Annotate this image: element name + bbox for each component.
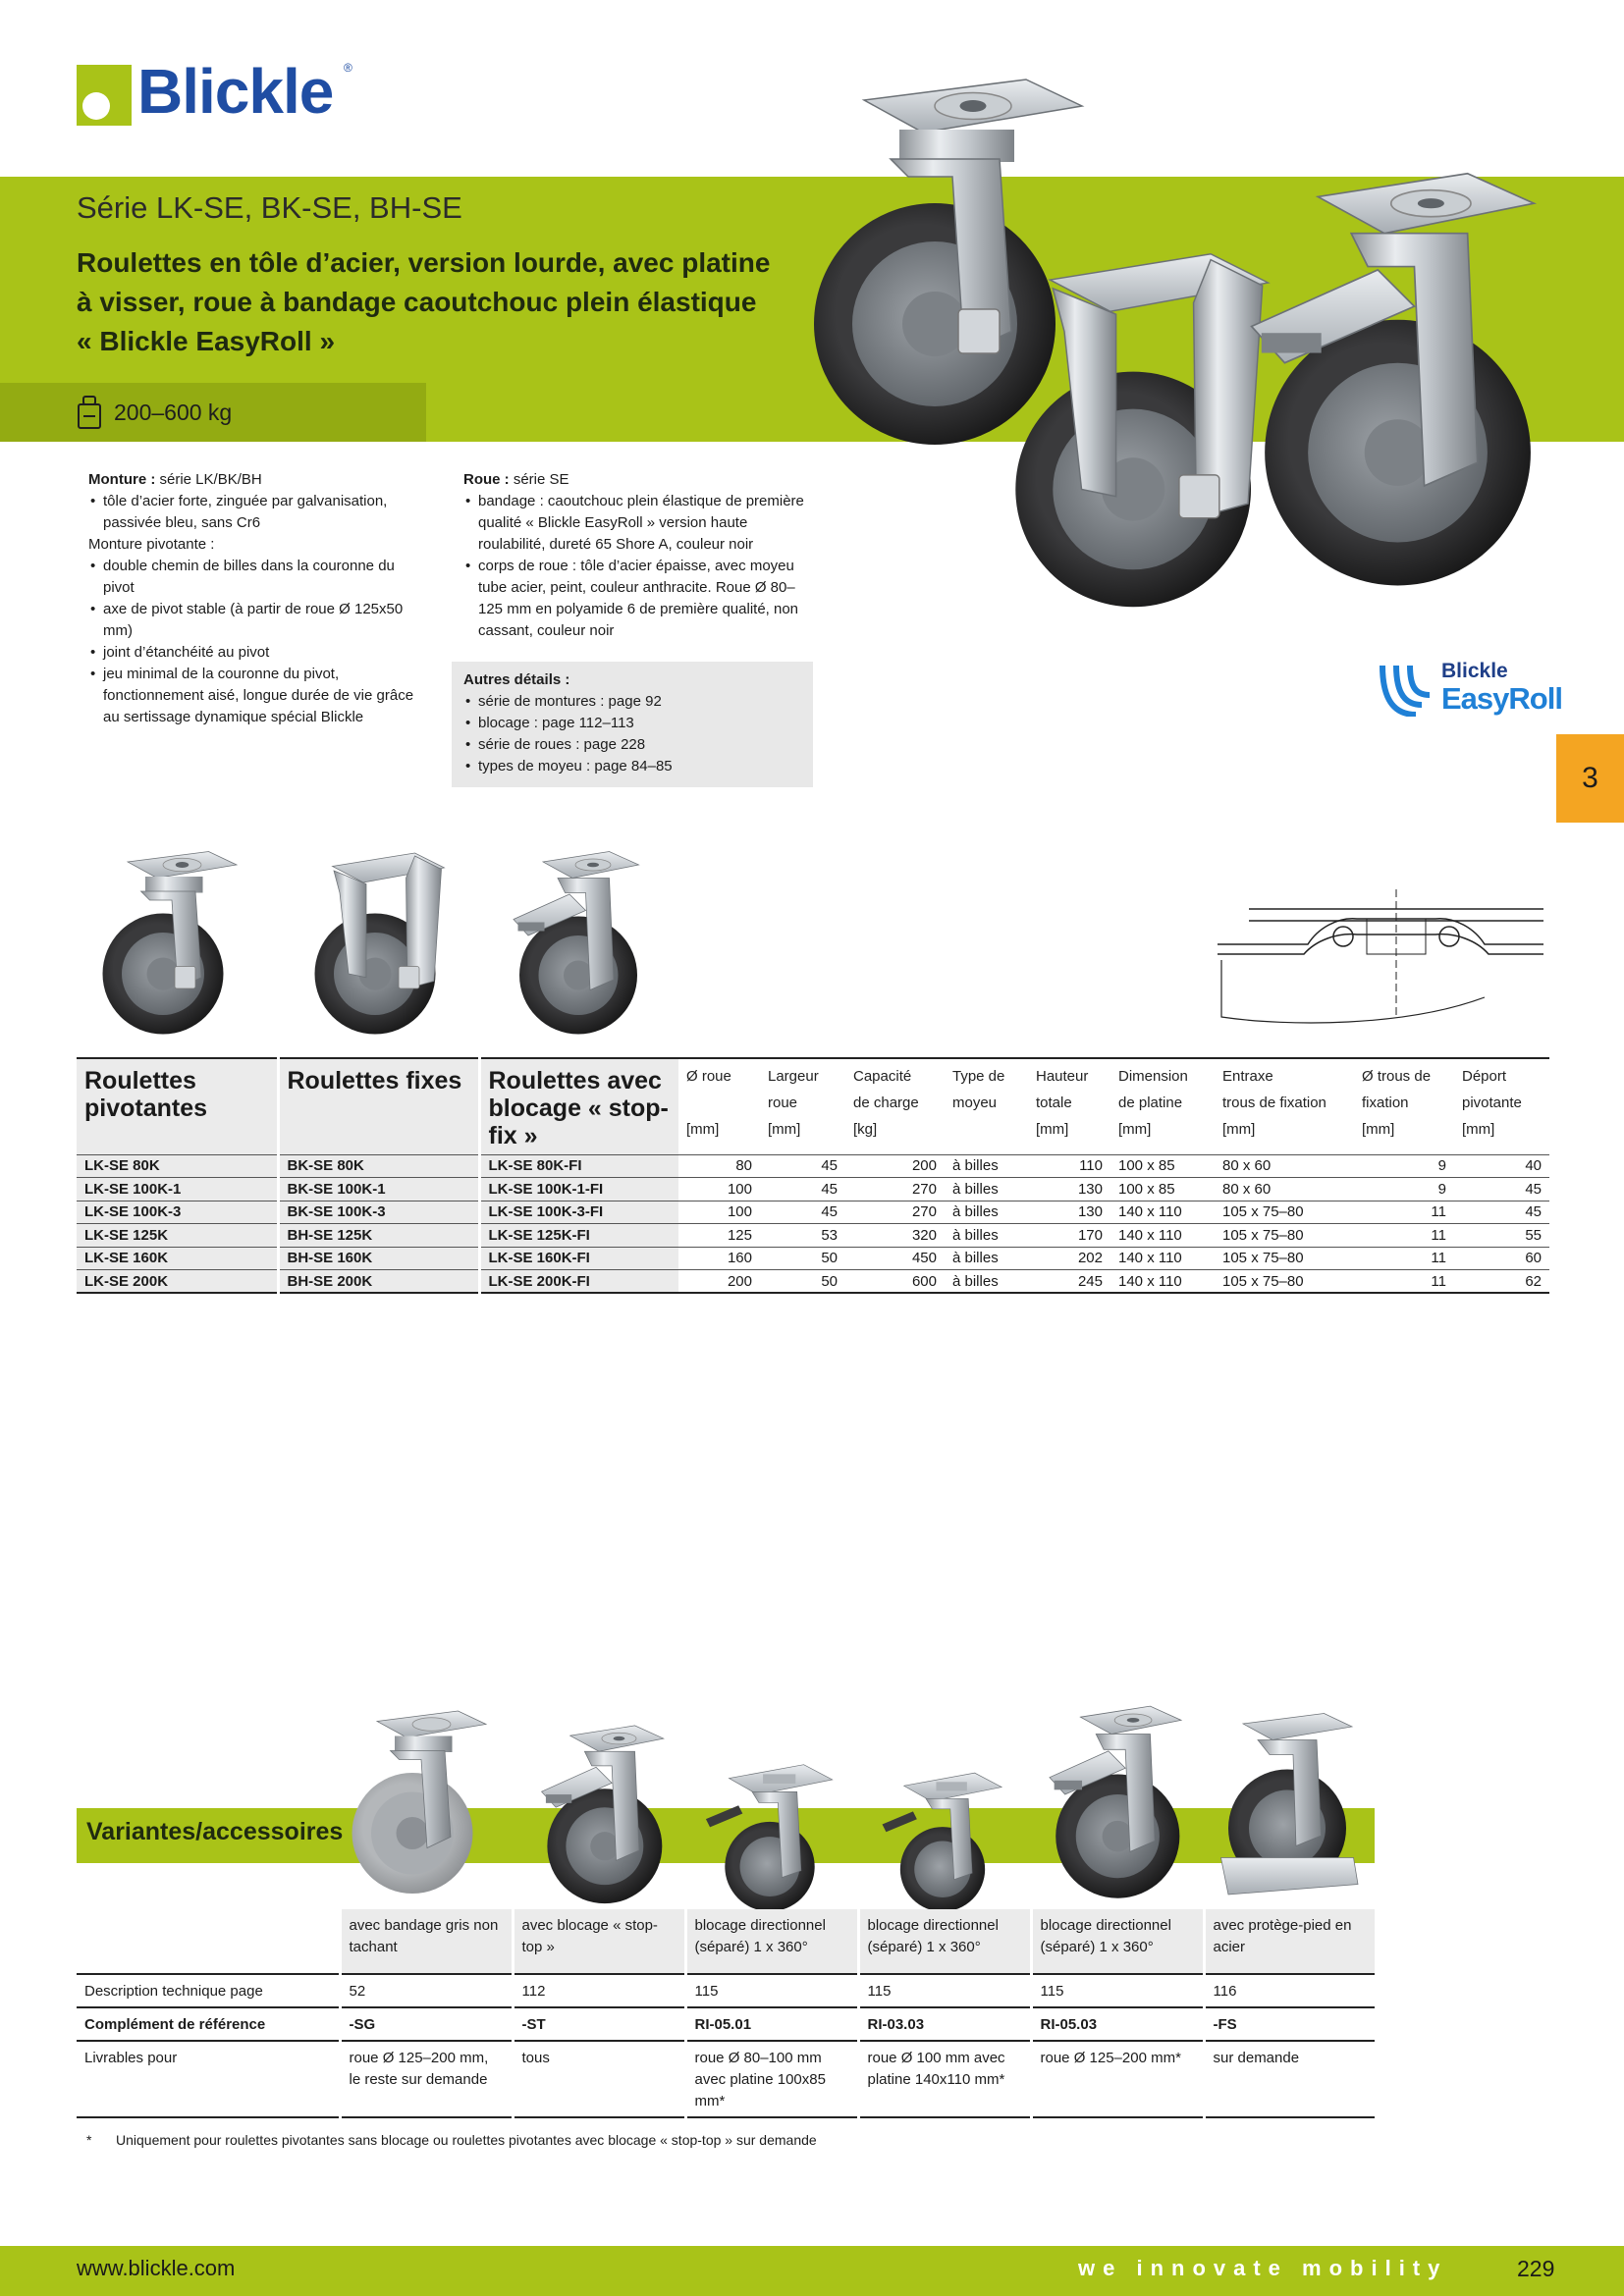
weight-icon — [77, 395, 102, 430]
frame-description — [88, 469, 422, 728]
website-link[interactable]: www.blickle.com — [77, 2256, 236, 2280]
monture-list — [88, 491, 422, 534]
product-subtitle — [77, 243, 803, 361]
subtitle-line: à visser, roue à bandage caoutchouc plein élastique — [77, 287, 757, 317]
series-title: Série LK-SE, BK-SE, BH-SE — [77, 190, 462, 225]
variant-directional-lock-3-image — [1033, 1703, 1190, 1904]
details-list — [463, 691, 813, 777]
swivel-caster-thumbnail — [98, 846, 245, 1042]
row-label: Livrables pour — [77, 2041, 340, 2117]
monture-label: Monture : — [88, 471, 156, 488]
column-header-overall-height: Hauteur totale [mm] — [1036, 1068, 1089, 1138]
list-item: • bandage : caoutchouc plein élastique de première qualité « Blickle EasyRoll » version haute roulabilité, dureté 65 Shore A, couleur noir — [463, 491, 817, 556]
pivot-label: Monture pivotante : — [88, 536, 215, 553]
variants-header-row — [77, 1909, 1375, 1974]
list-item: • tôle d’acier forte, zinguée par galvanisation, passivée bleu, sans Cr6 — [88, 491, 422, 534]
variant-grey-tyre-image — [348, 1703, 495, 1904]
variant-header: avec protège-pied en acier — [1204, 1909, 1375, 1974]
variant-directional-lock-1-image — [683, 1737, 856, 1914]
wheel-description — [463, 469, 817, 642]
column-header-bolt-hole-diameter: Ø trous de fixation [mm] — [1362, 1068, 1432, 1138]
variant-header: avec bandage gris non tachant — [340, 1909, 513, 1974]
column-header-wheel-diameter: Ø roue [mm] — [686, 1068, 731, 1138]
list-item: • axe de pivot stable (à partir de roue Ø 125x50 mm) — [88, 599, 422, 642]
table-row: LK-SE 100K-1 BK-SE 100K-1 LK-SE 100K-1-FI 100 45 270 à billes 130 100 x 85 80 x 60 9 45 — [77, 1178, 1549, 1201]
subtitle-line: Roulettes en tôle d’acier, version lourde, avec platine — [77, 247, 771, 278]
brake-caster-image — [1218, 167, 1551, 599]
footnote-text: Uniquement pour roulettes pivotantes sans blocage ou roulettes pivotantes avec blocage « stop-top » sur demande — [116, 2132, 817, 2148]
list-item: • blocage : page 112–113 — [463, 713, 813, 734]
brand-name: Blickle — [137, 56, 334, 127]
column-header-hub-type: Type de moyeu — [952, 1068, 1005, 1111]
easyroll-name: EasyRoll — [1441, 681, 1562, 716]
slogan: we innovate mobility — [1078, 2256, 1448, 2280]
pivot-list — [88, 556, 422, 728]
monture-value: série LK/BK/BH — [159, 471, 262, 488]
variant-header: blocage directionnel (séparé) 1 x 360° — [1031, 1909, 1204, 1974]
list-item: • corps de roue : tôle d’acier épaisse, avec moyeu tube acier, peint, couleur anthracite. Roue Ø 80–125 mm en polyamide 6 de première qualité, non cassant, couleur noir — [463, 556, 817, 642]
variants-title: Variantes/accessoires — [86, 1818, 344, 1845]
registered-mark: ® — [344, 61, 352, 75]
variant-stop-top-image — [520, 1723, 677, 1909]
brand-logo[interactable] — [77, 56, 361, 132]
blickle-logo-icon — [77, 65, 132, 126]
variant-header: avec blocage « stop-top » — [513, 1909, 685, 1974]
cross-section-drawing — [1210, 889, 1549, 1042]
column-header-plate-dimension: Dimension de platine [mm] — [1118, 1068, 1188, 1138]
list-item: • série de roues : page 228 — [463, 734, 813, 756]
details-label: Autres détails : — [463, 671, 570, 688]
brake-caster-thumbnail — [499, 846, 646, 1042]
table-row: Complément de référence -SG -ST RI-05.01 RI-03.03 RI-05.03 -FS — [77, 2007, 1375, 2041]
table-header-row — [77, 1058, 1549, 1154]
column-header-stopfix: Roulettes avec blocage « stop-fix » — [479, 1058, 678, 1154]
table-row: LK-SE 160K BH-SE 160K LK-SE 160K-FI 160 50 450 à billes 202 140 x 110 105 x 75–80 11 60 — [77, 1247, 1549, 1270]
column-header-bolt-spacing: Entraxe trous de fixation [mm] — [1222, 1068, 1326, 1138]
roue-label: Roue : — [463, 471, 510, 488]
row-label: Description technique page — [77, 1974, 340, 2007]
list-item: • jeu minimal de la couronne du pivot, fonctionnement aisé, longue durée de vie grâce au sertissage dynamique spécial Blickle — [88, 664, 422, 728]
roue-value: série SE — [513, 471, 569, 488]
list-item: • série de montures : page 92 — [463, 691, 813, 713]
list-item: • joint d’étanchéité au pivot — [88, 642, 422, 664]
footnote-mark: * — [86, 2132, 92, 2148]
roue-list — [463, 491, 817, 642]
chapter-tab[interactable]: 3 — [1556, 734, 1624, 823]
specification-table — [77, 1057, 1549, 1294]
variant-directional-lock-2-image — [856, 1747, 1029, 1914]
table-row: Livrables pour roue Ø 125–200 mm, le reste sur demande tous roue Ø 80–100 mm avec platine 100x85 mm* roue Ø 100 mm avec platine 140x110 mm* roue Ø 125–200 mm* sur demande — [77, 2041, 1375, 2117]
row-label: Complément de référence — [77, 2007, 340, 2041]
easyroll-brand: Blickle — [1441, 660, 1508, 682]
column-header-swivel: Roulettes pivotantes — [77, 1058, 278, 1154]
other-details-box — [452, 662, 813, 787]
load-range: 200–600 kg — [114, 399, 233, 425]
easyroll-icon — [1377, 664, 1435, 717]
variant-header: blocage directionnel (séparé) 1 x 360° — [685, 1909, 858, 1974]
column-header-swivel-offset: Déport pivotante [mm] — [1462, 1068, 1522, 1138]
table-row: LK-SE 80K BK-SE 80K LK-SE 80K-FI 80 45 200 à billes 110 100 x 85 80 x 60 9 40 — [77, 1154, 1549, 1178]
column-header-wheel-width: Largeur roue [mm] — [768, 1068, 819, 1138]
subtitle-line: « Blickle EasyRoll » — [77, 326, 336, 356]
load-capacity — [77, 395, 232, 430]
table-row: Description technique page 52 112 115 115 115 116 — [77, 1974, 1375, 2007]
table-row: LK-SE 100K-3 BK-SE 100K-3 LK-SE 100K-3-FI 100 45 270 à billes 130 140 x 110 105 x 75–80 11 45 — [77, 1201, 1549, 1224]
column-header-load-capacity: Capacité de charge [kg] — [853, 1068, 919, 1138]
variant-header: blocage directionnel (séparé) 1 x 360° — [858, 1909, 1031, 1974]
variant-foot-guard-image — [1214, 1708, 1361, 1904]
easyroll-logo — [1377, 660, 1562, 721]
list-item: • types de moyeu : page 84–85 — [463, 756, 813, 777]
list-item: • double chemin de billes dans la couronne du pivot — [88, 556, 422, 599]
table-row: LK-SE 200K BH-SE 200K LK-SE 200K-FI 200 50 600 à billes 245 140 x 110 105 x 75–80 11 62 — [77, 1270, 1549, 1294]
page-number: 229 — [1517, 2256, 1555, 2281]
footnote — [86, 2132, 817, 2148]
variants-table — [77, 1909, 1375, 2118]
table-row: LK-SE 125K BH-SE 125K LK-SE 125K-FI 125 53 320 à billes 170 140 x 110 105 x 75–80 11 55 — [77, 1224, 1549, 1248]
column-header-fixed: Roulettes fixes — [278, 1058, 479, 1154]
fixed-caster-thumbnail — [304, 846, 452, 1042]
